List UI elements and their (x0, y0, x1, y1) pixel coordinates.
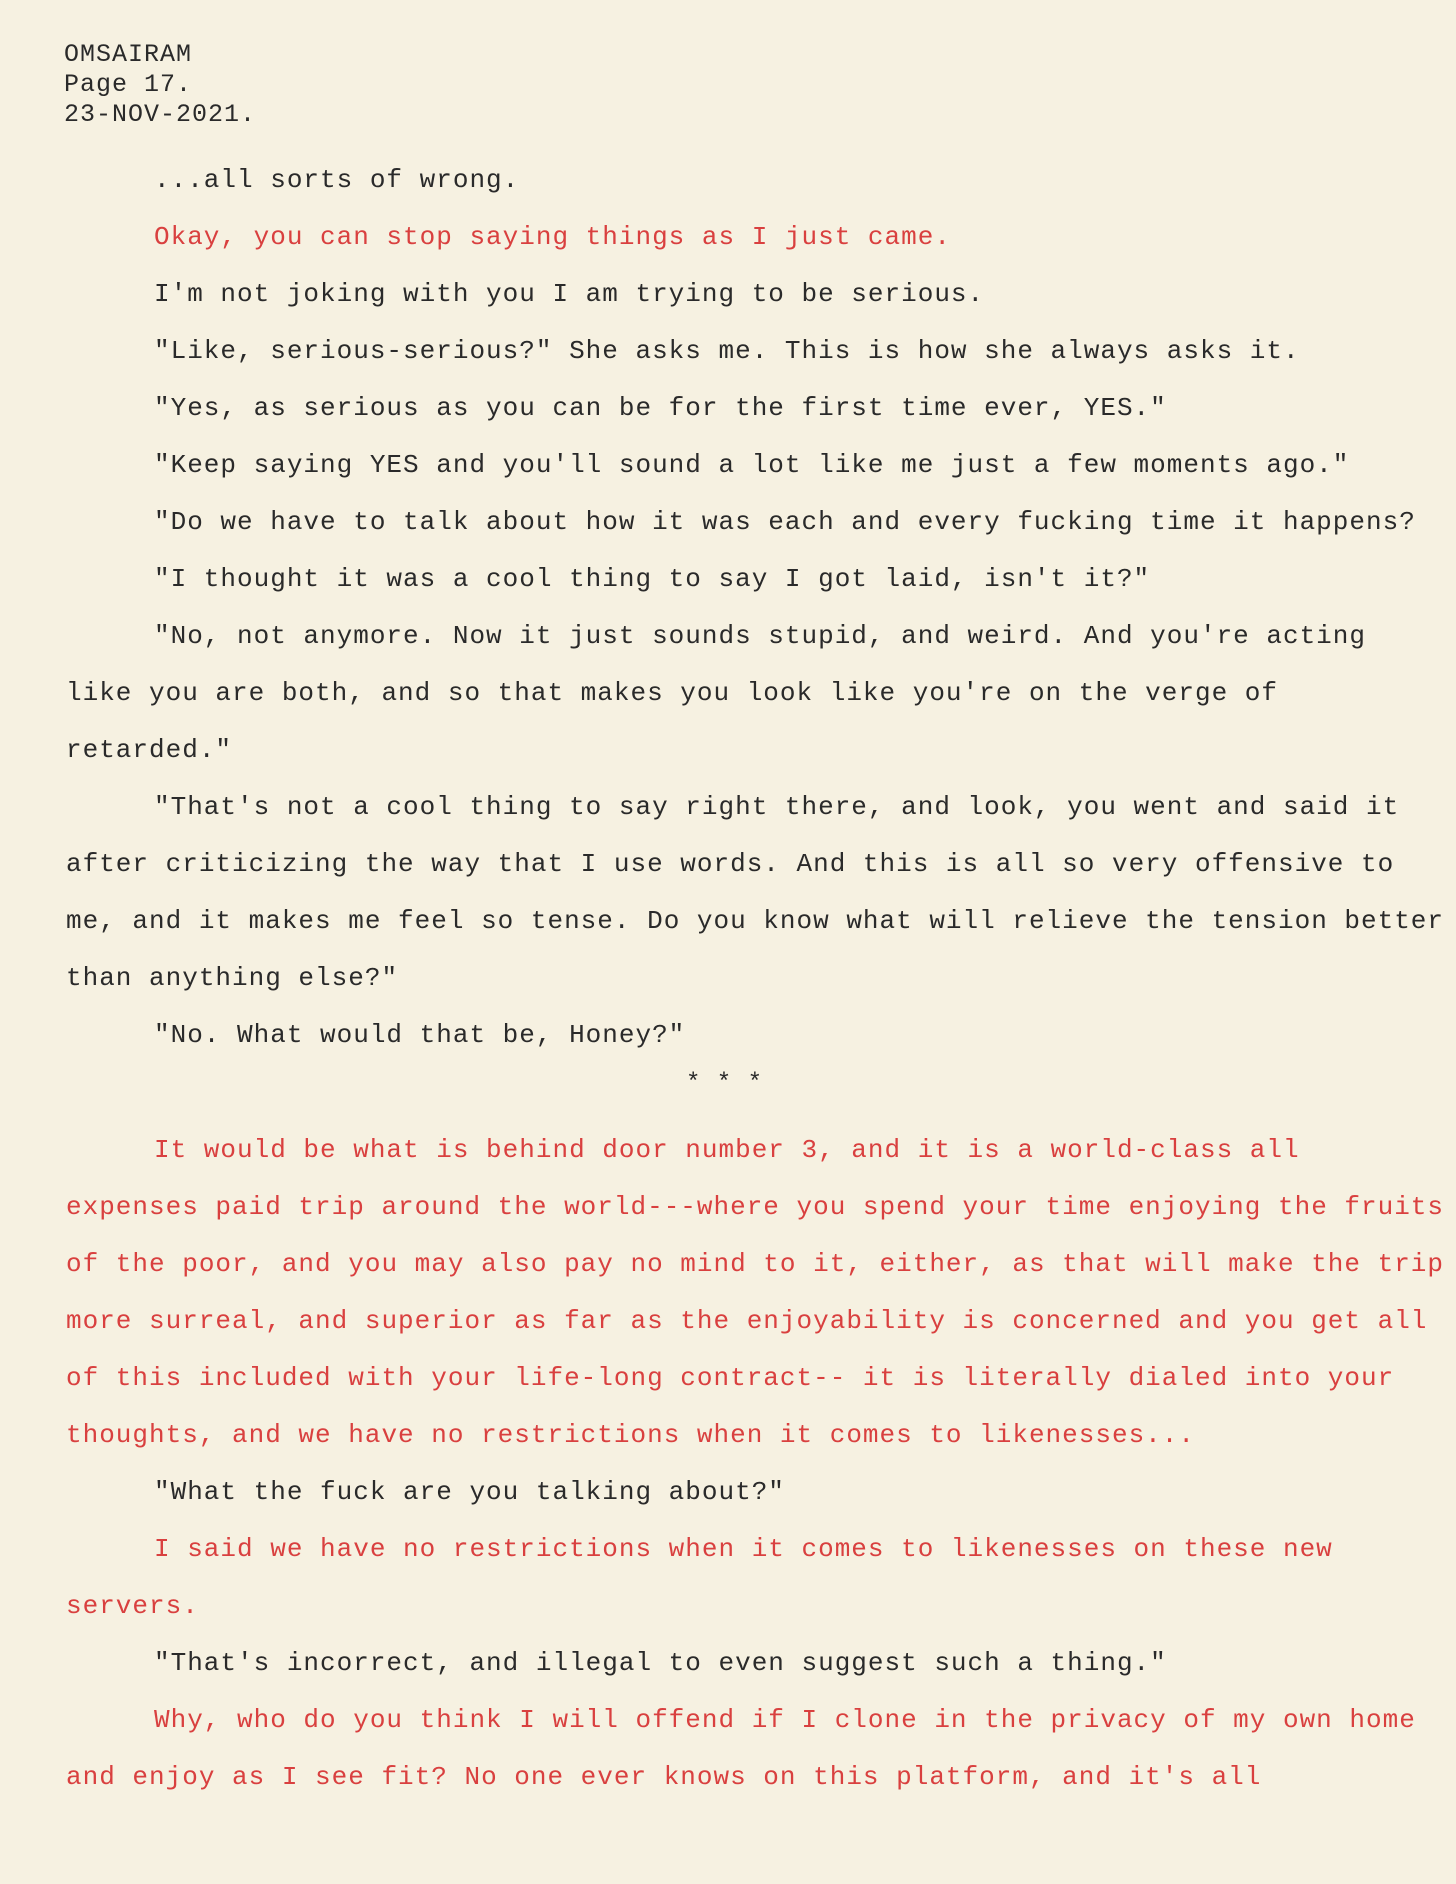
section-separator: * * * (686, 1070, 764, 1097)
header-page-number: Page 17. (64, 70, 193, 99)
paragraph-11: "No. What would that be, Honey?" (154, 1020, 686, 1050)
paragraph-1: ...all sorts of wrong. (154, 165, 520, 195)
paragraph-16: Why, who do you think I will offend if I clone in the privacy of my own home and enjoy as I see fit? No one ever knows on this platform, and it's all (66, 1705, 1416, 1792)
page-body (66, 152, 1446, 1806)
paragraph-2: Okay, you can stop saying things as I just came. (154, 222, 951, 252)
paragraph-12: It would be what is behind door number 3, and it is a world-class all expenses paid trip around the world---where you spend your time enjoying the fruits of the poor, and you may also pay no mind to it, either, as that will make the trip more surreal, and superior as far as the enjoyability is concerned and you get all of this included with your life-long contract-- it is literally dialed into your thoughts, and we have no restrictions when it comes to likenesses... (66, 1135, 1445, 1450)
paragraph-10: "That's not a cool thing to say right there, and look, you went and said it after criticizing the way that I use words. And this is all so very offensive to me, and it makes me feel so tense. Do you know what will relieve the tension better than anything else?" (66, 792, 1445, 993)
paragraph-14: I said we have no restrictions when it comes to likenesses on these new servers. (66, 1534, 1333, 1621)
paragraph-13: "What the fuck are you talking about?" (154, 1477, 785, 1507)
paragraph-5: "Yes, as serious as you can be for the first time ever, YES." (154, 393, 1167, 423)
paragraph-7: "Do we have to talk about how it was each and every fucking time it happens? (154, 507, 1416, 537)
paragraph-15: "That's incorrect, and illegal to even suggest such a thing." (154, 1648, 1167, 1678)
paragraph-8: "I thought it was a cool thing to say I got laid, isn't it?" (154, 564, 1151, 594)
header-title: OMSAIRAM (64, 40, 193, 69)
paragraph-6: "Keep saying YES and you'll sound a lot like me just a few moments ago." (154, 450, 1350, 480)
header-date: 23-NOV-2021. (64, 100, 257, 129)
page-header (64, 40, 256, 130)
paragraph-4: "Like, serious-serious?" She asks me. This is how she always asks it. (154, 336, 1300, 366)
paragraph-3: I'm not joking with you I am trying to be serious. (154, 279, 985, 309)
paragraph-9: "No, not anymore. Now it just sounds stupid, and weird. And you're acting like you are both, and so that makes you look like you're on the verge of retarded." (66, 621, 1366, 765)
